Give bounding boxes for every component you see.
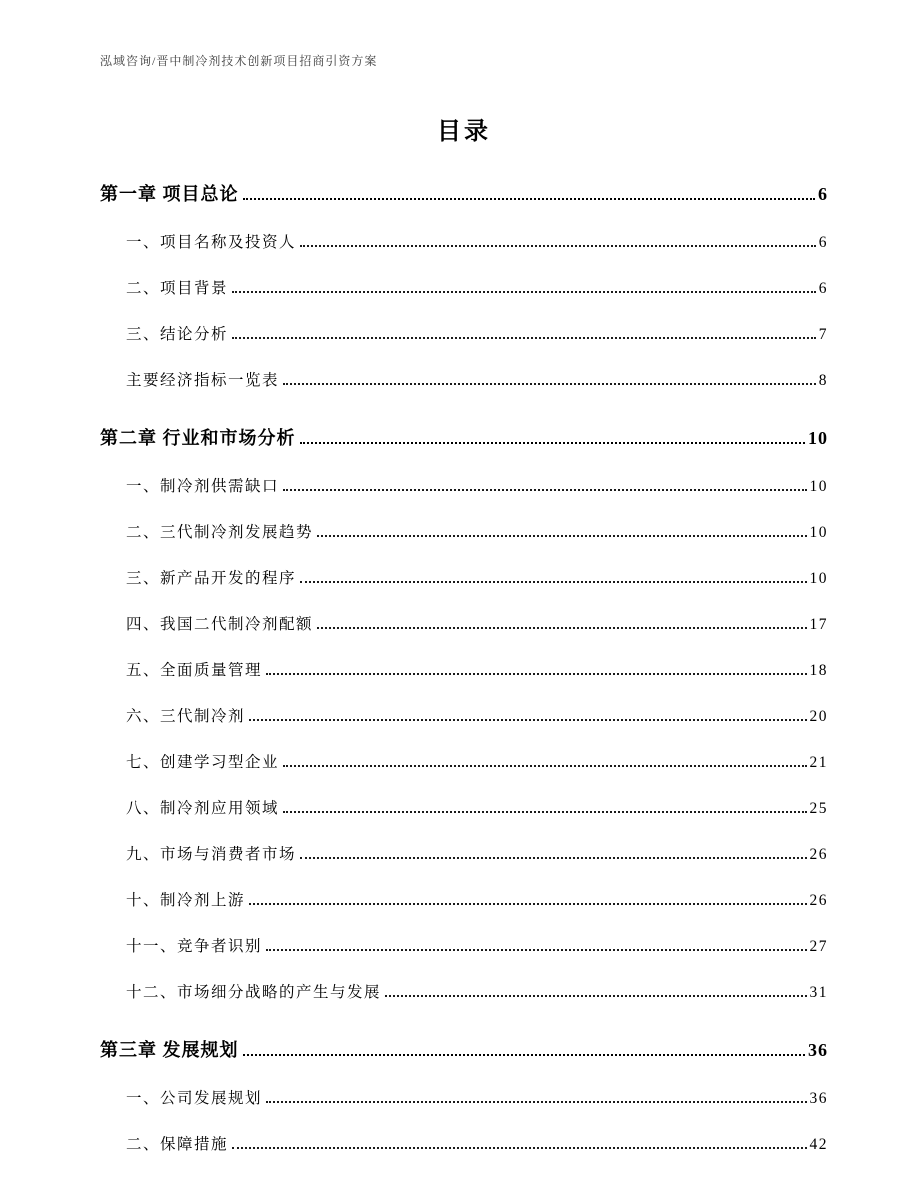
page-number: 6 xyxy=(818,184,828,204)
toc-item-row-label: 十、制冷剂上游 xyxy=(126,892,246,909)
toc-item-row-label: 七、创建学习型企业 xyxy=(126,754,280,771)
toc-item-row[interactable] xyxy=(100,322,828,344)
toc-item-row[interactable] xyxy=(100,750,828,772)
toc-item-row-label: 一、项目名称及投资人 xyxy=(126,234,297,251)
document-header: 泓域咨询/晋中制冷剂技术创新项目招商引资方案 xyxy=(100,54,378,68)
page-number: 10 xyxy=(809,570,828,587)
dot-leader xyxy=(317,627,806,629)
toc-item-row-label: 三、新产品开发的程序 xyxy=(126,570,297,587)
toc-item-row-label: 十二、市场细分战略的产生与发展 xyxy=(126,984,382,1001)
toc-item-row[interactable] xyxy=(100,612,828,634)
toc-item-row-label: 一、公司发展规划 xyxy=(126,1090,263,1107)
toc-item-row-label: 二、保障措施 xyxy=(126,1136,229,1153)
dot-leader xyxy=(266,949,806,951)
toc-item-row[interactable] xyxy=(100,888,828,910)
page-number: 10 xyxy=(809,478,828,495)
toc-item-row-label: 主要经济指标一览表 xyxy=(126,372,280,389)
page-number: 26 xyxy=(809,892,828,909)
dot-leader xyxy=(283,811,806,813)
toc-item-row-label: 九、市场与消费者市场 xyxy=(126,846,297,863)
page-number: 6 xyxy=(818,280,828,297)
dot-leader xyxy=(300,581,806,583)
toc-item-row-label: 三、结论分析 xyxy=(126,326,229,343)
toc-item-row[interactable] xyxy=(100,842,828,864)
dot-leader xyxy=(300,442,806,444)
toc-item-row[interactable] xyxy=(100,566,828,588)
page-number: 36 xyxy=(808,1040,828,1060)
toc-item-row-label: 五、全面质量管理 xyxy=(126,662,263,679)
page-number: 18 xyxy=(809,662,828,679)
dot-leader xyxy=(385,995,806,997)
toc-chapter-row[interactable] xyxy=(100,1036,828,1062)
toc-item-row-label: 一、制冷剂供需缺口 xyxy=(126,478,280,495)
page-number: 6 xyxy=(818,234,828,251)
toc-title: 目录 xyxy=(437,119,491,145)
dot-leader xyxy=(283,383,816,385)
dot-leader xyxy=(317,535,806,537)
dot-leader xyxy=(266,673,806,675)
toc-list xyxy=(100,180,828,1154)
toc-item-row-label: 八、制冷剂应用领域 xyxy=(126,800,280,817)
toc-item-row[interactable] xyxy=(100,980,828,1002)
page-number: 17 xyxy=(809,616,828,633)
toc-chapter-row[interactable] xyxy=(100,180,828,206)
toc-item-row[interactable] xyxy=(100,934,828,956)
toc-chapter-row-label: 第三章 发展规划 xyxy=(100,1040,239,1060)
toc-item-row[interactable] xyxy=(100,1132,828,1154)
toc-item-row[interactable] xyxy=(100,368,828,390)
dot-leader xyxy=(300,245,816,247)
page-number: 21 xyxy=(809,754,828,771)
page-number: 31 xyxy=(809,984,828,1001)
page-number: 20 xyxy=(809,708,828,725)
toc-item-row[interactable] xyxy=(100,276,828,298)
page-number: 42 xyxy=(809,1136,828,1153)
toc-chapter-row-label: 第一章 项目总论 xyxy=(100,184,239,204)
dot-leader xyxy=(283,765,806,767)
page-number: 26 xyxy=(809,846,828,863)
toc-item-row[interactable] xyxy=(100,704,828,726)
toc-item-row-label: 四、我国二代制冷剂配额 xyxy=(126,616,314,633)
toc-item-row[interactable] xyxy=(100,796,828,818)
toc-item-row-label: 六、三代制冷剂 xyxy=(126,708,246,725)
toc-chapter-row[interactable] xyxy=(100,424,828,450)
page-number: 27 xyxy=(809,938,828,955)
page-number: 10 xyxy=(808,428,828,448)
page-number: 8 xyxy=(818,372,828,389)
toc-item-row[interactable] xyxy=(100,520,828,542)
dot-leader xyxy=(249,903,806,905)
toc-item-row[interactable] xyxy=(100,1086,828,1108)
page-number: 7 xyxy=(818,326,828,343)
dot-leader xyxy=(243,1054,806,1056)
dot-leader xyxy=(232,337,816,339)
dot-leader xyxy=(232,1147,806,1149)
toc-item-row-label: 十一、竞争者识别 xyxy=(126,938,263,955)
toc-item-row-label: 二、三代制冷剂发展趋势 xyxy=(126,524,314,541)
dot-leader xyxy=(249,719,806,721)
dot-leader xyxy=(232,291,816,293)
toc-item-row[interactable] xyxy=(100,474,828,496)
toc-item-row-label: 二、项目背景 xyxy=(126,280,229,297)
page-number: 10 xyxy=(809,524,828,541)
dot-leader xyxy=(266,1101,806,1103)
toc-item-row[interactable] xyxy=(100,230,828,252)
toc-chapter-row-label: 第二章 行业和市场分析 xyxy=(100,428,296,448)
dot-leader xyxy=(300,857,806,859)
dot-leader xyxy=(283,489,806,491)
page-number: 36 xyxy=(809,1090,828,1107)
page-number: 25 xyxy=(809,800,828,817)
dot-leader xyxy=(243,198,816,200)
toc-item-row[interactable] xyxy=(100,658,828,680)
